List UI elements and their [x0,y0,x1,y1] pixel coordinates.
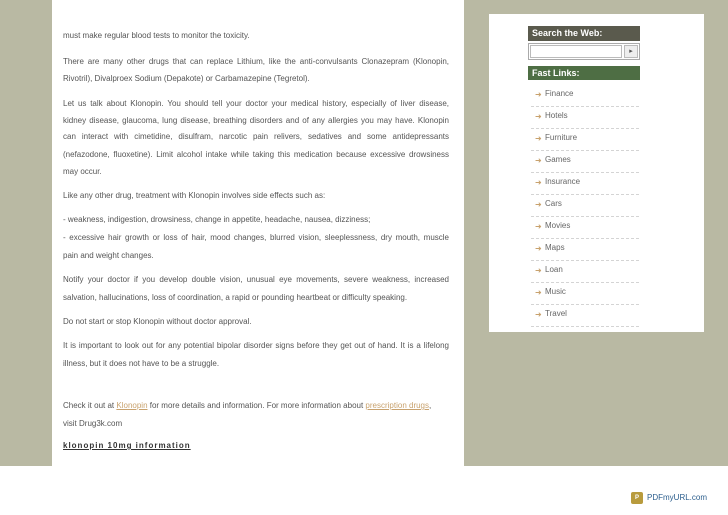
fast-link-music[interactable]: ➜ Music [531,284,639,305]
article-line: There are many other drugs that can replace Lithium, like the anti-convulsants Clonazepram (Klonopin, [63,57,449,66]
right-background [706,0,728,466]
prescription-drugs-link[interactable]: prescription drugs [365,401,430,410]
pdfmyurl-link[interactable]: PDFmyURL.com [647,493,708,502]
arrow-right-icon: ➜ [535,244,542,253]
fast-link-hotels[interactable]: ➜ Hotels [531,108,639,129]
fast-links-title: Fast Links: [528,66,640,80]
check-prefix: Check it out at [63,401,115,410]
article-line: Do not start or stop Klonopin without doctor approval. [63,317,252,326]
arrow-right-icon: ➜ [535,156,542,165]
check-middle: for more details and information. For more information about [149,401,364,410]
arrow-right-icon: ➜ [535,178,542,187]
check-line [63,401,431,410]
article-line: - excessive hair growth or loss of hair, mood changes, blurred vision, sleeplessness, dry mouth, muscle [63,233,449,242]
arrow-right-icon: ➜ [535,90,542,99]
article-line: It is important to look out for any potential bipolar disorder signs before they get out of hand. It is a lifelong [63,341,449,350]
article-line: Notify your doctor if you develop double vision, unusual eye movements, severe weakness, increased [63,275,449,284]
search-box [528,43,640,60]
article-line: may occur. [63,167,102,176]
fast-link-travel[interactable]: ➜ Travel [531,306,639,327]
search-title: Search the Web: [528,26,640,41]
fast-link-loan[interactable]: ➜ Loan [531,262,639,283]
article-line: kidney disease, glaucoma, lung disease, breathing disorders and of any allergies you may have. Klonopin [63,116,449,125]
fast-link-maps[interactable]: ➜ Maps [531,240,639,261]
visit-line: visit Drug3k.com [63,419,123,428]
klonopin-link[interactable]: Klonopin [116,401,148,410]
article-line: salvation, hallucinations, loss of coordination, a rapid or pounding heartbeat or difficulty speaking. [63,293,408,302]
pdf-icon: P [631,492,643,504]
left-background [0,0,52,466]
fast-link-games[interactable]: ➜ Games [531,152,639,173]
klonopin-info-link[interactable]: klonopin 10mg information [63,441,191,450]
article-line: pain and weight changes. [63,251,154,260]
article-line: (nefazodone, fluoxetine). Limit alcohol intake while taking this medication because excessive drowsiness [63,150,449,159]
article-line: Like any other drug, treatment with Klonopin involves side effects such as: [63,191,326,200]
search-input[interactable] [530,45,622,58]
fast-link-insurance[interactable]: ➜ Insurance [531,174,639,195]
article-line: - weakness, indigestion, drowsiness, change in appetite, headache, nausea, dizziness; [63,215,371,224]
article-line: Rivotril), Divalproex Sodium (Depakote) or Carbamazepine (Tegretol). [63,74,310,83]
check-suffix: , [429,401,432,410]
article-line: illness, but it does not have to be a struggle. [63,359,220,368]
arrow-right-icon: ➜ [535,112,542,121]
fast-link-finance[interactable]: ➜ Finance [531,86,639,107]
fast-link-furniture[interactable]: ➜ Furniture [531,130,639,151]
arrow-right-icon: ➜ [535,266,542,275]
arrow-right-icon: ➜ [535,200,542,209]
arrow-right-icon: ➜ [535,134,542,143]
article-line: must make regular blood tests to monitor the toxicity. [63,31,250,40]
arrow-right-icon: ➜ [535,222,542,231]
article-line: Let us talk about Klonopin. You should tell your doctor your medical history, especially of liver disease, [63,99,449,108]
arrow-right-icon: ➜ [535,310,542,319]
fast-link-movies[interactable]: ➜ Movies [531,218,639,239]
arrow-right-icon: ➜ [535,288,542,297]
article-line: can interact with cimetidine, disulfram, narcotic pain relivers, sedatives and some antidepressants [63,132,449,141]
fast-link-cars[interactable]: ➜ Cars [531,196,639,217]
search-button[interactable]: ▸ [624,45,638,58]
